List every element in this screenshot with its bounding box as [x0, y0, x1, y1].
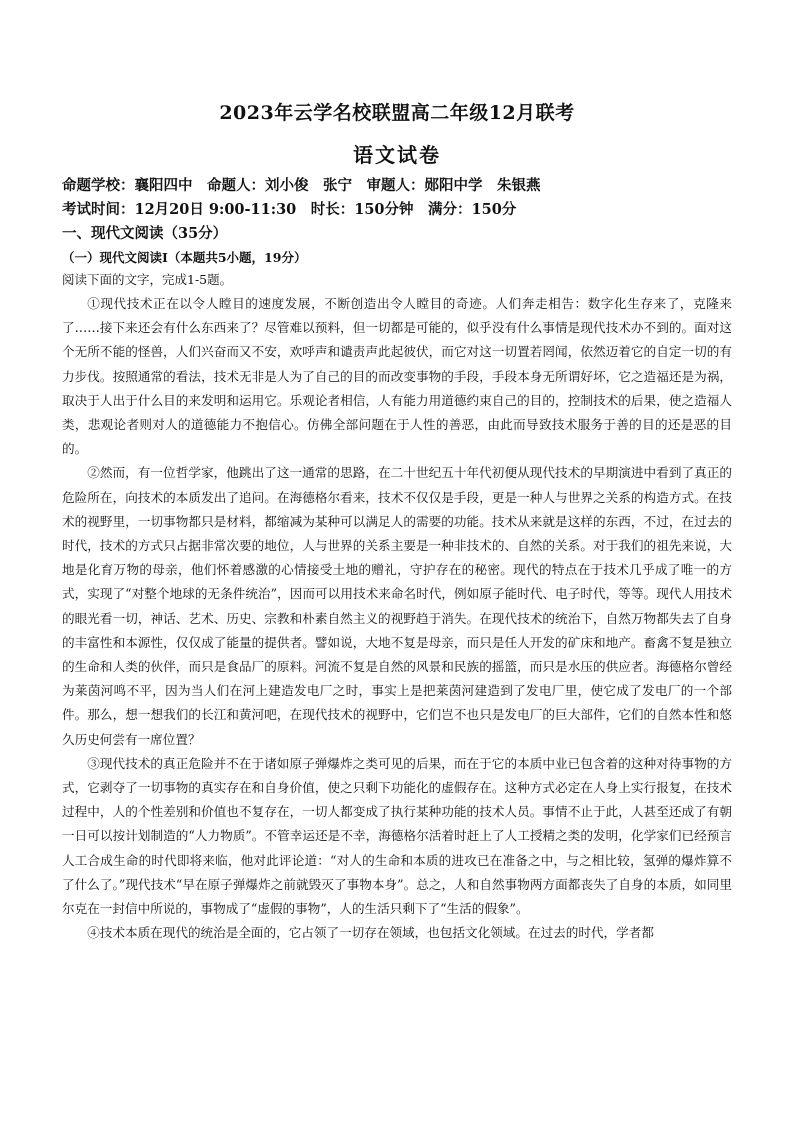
exam-subtitle: 语文试卷	[353, 143, 441, 167]
authors-line: 命题学校：襄阳四中 命题人：刘小俊 张宁 审题人：郧阳中学 朱银燕	[62, 177, 541, 194]
exam-title: 2023年云学名校联盟高二年级12月联考	[219, 102, 575, 124]
paragraph-1: ①现代技术正在以令人瞠目的速度发展，不断创造出令人瞠目的奇迹。人们奔走相告：数字化生存来了，克隆来了……接下来还会有什么东西来了？尽管难以预料，但一切都是可能的，似乎没有什么事情是现代技术办不到的。面对这个无所不能的怪兽，人们兴奋而又不安，欢呼声和谴责声此起彼伏，而它对这一切置若罔闻，依然迈着它的自定一切的有力步伐。按照通常的看法，技术无非是人为了自己的目的而改变事物的手段，手段本身无所谓好坏，它之造福还是为祸，取决于人出于什么目的来发明和运用它。乐观论者相信，人有能力用道德约束自己的目的，控制技术的后果，使之造福人类，悲观论者则对人的道德能力不抱信心。仿佛全部问题在于人性的善恶，由此而导致技术服务于善的目的还是恶的目的。	[62, 296, 732, 457]
paragraph-2: ②然而，有一位哲学家，他跳出了这一通常的思路，在二十世纪五十年代初便从现代技术的早期演进中看到了真正的危险所在，向技术的本质发出了追问。在海德格尔看来，技术不仅仅是手段，更是一种人与世界之关系的构造方式。在技术的视野里，一切事物都只是材料，都缩减为某种可以满足人的需要的功能。技术从来就是这样的东西，不过，在过去的时代，技术的方式只占据非常次要的地位，人与世界的关系主要是一种非技术的、自然的关系。对于我们的祖先来说，大地是化育万物的母亲，他们怀着感激的心情接受土地的赠礼，守护存在的秘密。现代的特点在于技术几乎成了唯一的方式，实现了“对整个地球的无条件统治”，因而可以用技术来命名时代，例如原子能时代、电子时代，等等。现代人用技术的眼光看一切，神话、艺术、历史、宗教和朴素自然主义的视野趋于消失。在现代技术的统治下，自然万物都失去了自身的丰富性和本源性，仅仅成了能量的提供者。譬如说，大地不复是母亲，而只是任人开发的矿床和地产。畜禽不复是独立的生命和人类的伙伴，而只是食品厂的原料。河流不复是自然的风景和民族的摇篮，而只是水压的供应者。海德格尔曾经为莱茵河鸣不平，因为当人们在河上建造发电厂之时，事实上是把莱茵河建造到了发电厂里，使它成了发电厂的一个部件。那么，想一想我们的长江和黄河吧，在现代技术的视野中，它们岂不也只是发电厂的巨大部件，它们的自然本性和悠久历史何尝有一席位置？	[62, 465, 732, 747]
paragraph-4: ④技术本质在现代的统治是全面的，它占领了一切存在领域，也包括文化领域。在过去的时代，学者都	[87, 925, 654, 941]
paragraph-3: ③现代技术的真正危险并不在于诸如原子弹爆炸之类可见的后果，而在于它的本质中业已包含着的这种对待事物的方式，它剥夺了一切事物的真实存在和自身价值，使之只剩下功能化的虚假存在。这种方式必定在人身上实行报复，在技术过程中，人的个性差别和价值也不复存在，一切人都变成了执行某种功能的技术人员。事情不止于此，人甚至还成了有朝一日可以按计划制造的“人力物质”。不管幸运还是不幸，海德格尔活着时赶上了人工授精之类的发明，化学家们已经预言人工合成生命的时代即将来临，他对此评论道：“对人的生命和本质的进攻已在准备之中，与之相比较，氢弹的爆炸算不了什么了。”现代技术“早在原子弹爆炸之前就毁灭了事物本身”。总之，人和自然事物两方面都丧失了自身的本质，如同里尔克在一封信中所说的，事物成了“虚假的事物”，人的生活只剩下了“生活的假象”。	[62, 755, 732, 917]
section-title: 一、现代文阅读（35分）	[62, 225, 228, 242]
exam-info-line: 考试时间：12月20日 9:00-11:30 时长：150分钟 满分：150分	[62, 201, 517, 218]
reading-passage	[62, 292, 732, 945]
instruction-text: 阅读下面的文字，完成1-5题。	[62, 272, 233, 287]
subsection-title: （一）现代文阅读Ⅰ（本题共5小题，19分）	[62, 250, 307, 265]
